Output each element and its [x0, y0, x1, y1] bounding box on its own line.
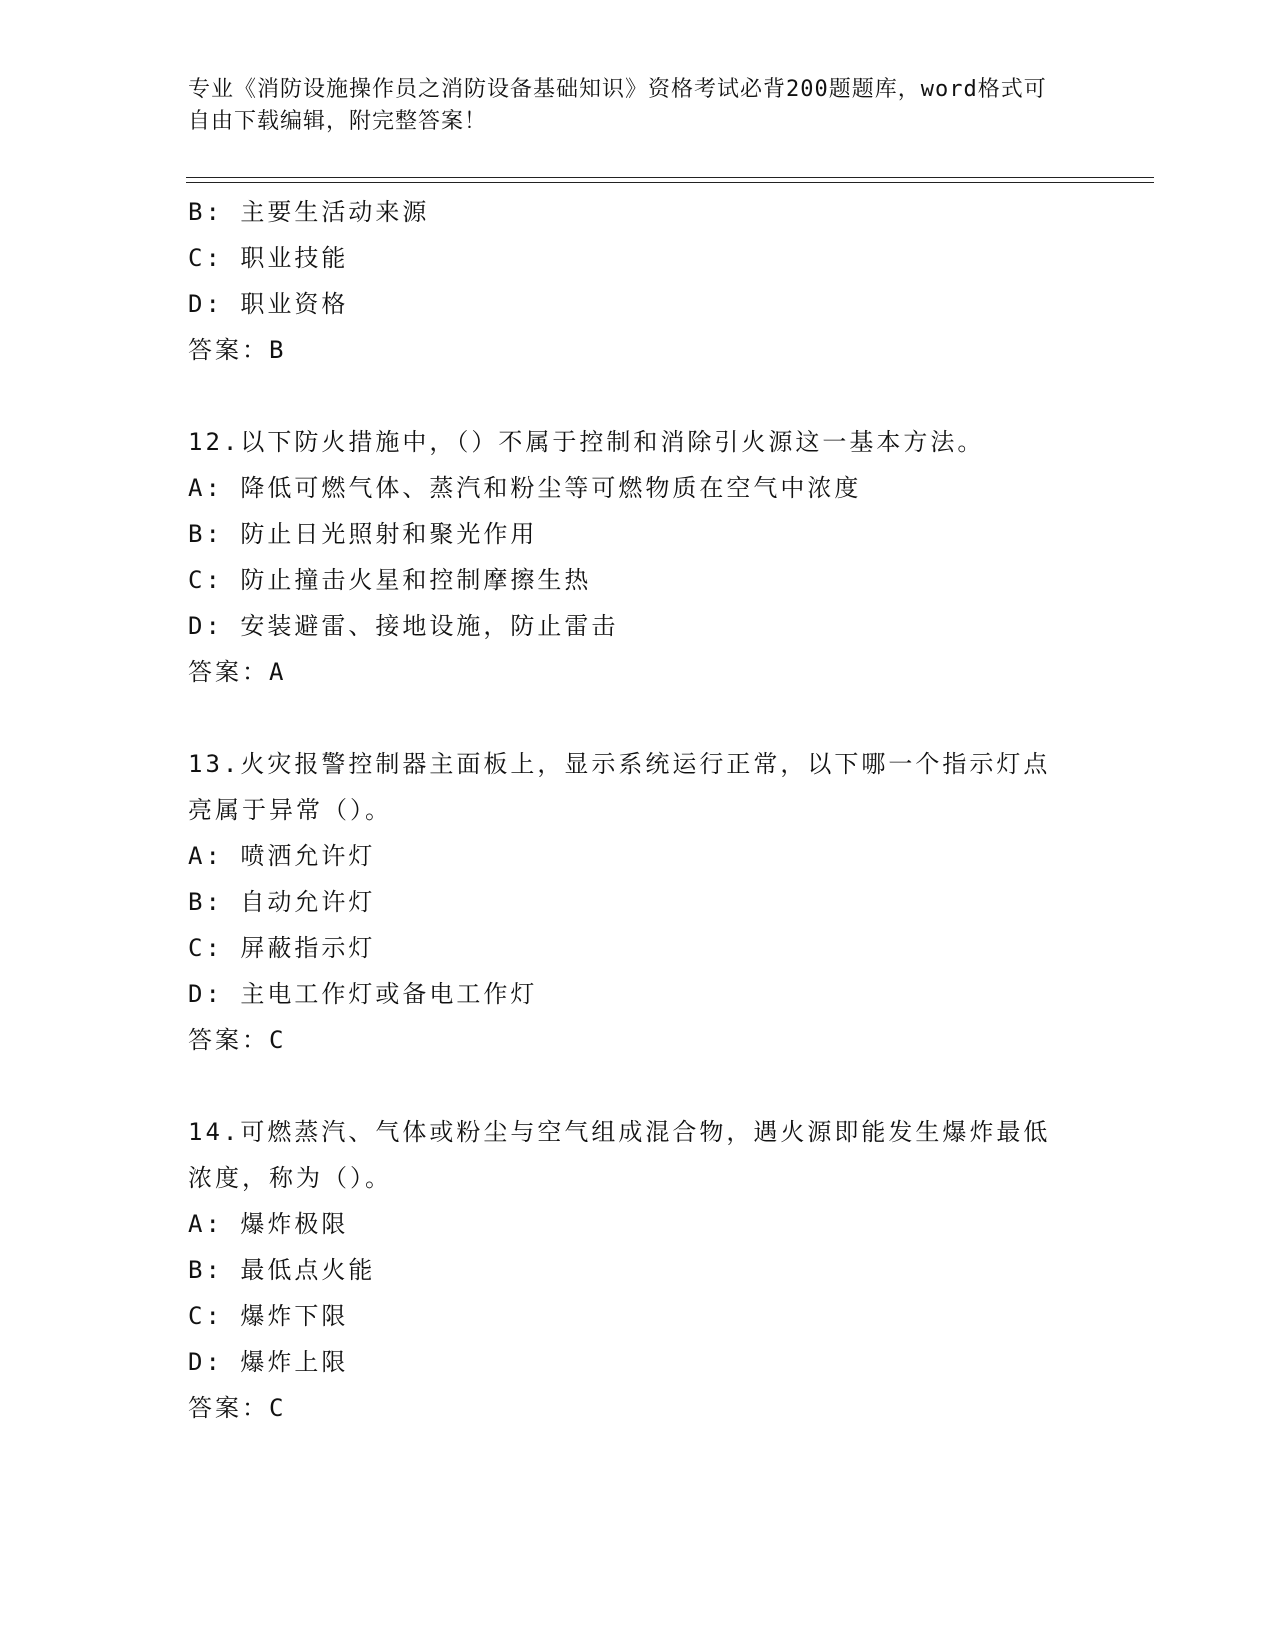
option-b: B: 防止日光照射和聚光作用	[188, 520, 538, 548]
answer-line: 答案：C	[188, 1026, 287, 1054]
question-stem: 13.火灾报警控制器主面板上，显示系统运行正常，以下哪一个指示灯点亮属于异常（）。	[188, 750, 1051, 824]
spacer	[188, 1063, 1088, 1109]
option-d: D: 职业资格	[188, 290, 349, 318]
spacer	[188, 695, 1088, 741]
question-block-12	[188, 419, 1088, 695]
answer-line: 答案：C	[188, 1394, 287, 1422]
option-d: D: 爆炸上限	[188, 1348, 349, 1376]
question-block-11-partial	[188, 189, 1088, 373]
option-b: B: 自动允许灯	[188, 888, 376, 916]
answer-line: 答案：A	[188, 658, 287, 686]
option-b: B: 最低点火能	[188, 1256, 376, 1284]
option-c: C: 屏蔽指示灯	[188, 934, 376, 962]
option-c: C: 防止撞击火星和控制摩擦生热	[188, 566, 592, 594]
option-b: B: 主要生活动来源	[188, 198, 430, 226]
question-stem: 12.以下防火措施中，（）不属于控制和消除引火源这一基本方法。	[188, 428, 985, 456]
question-stem: 14.可燃蒸汽、气体或粉尘与空气组成混合物，遇火源即能发生爆炸最低浓度，称为（）。	[188, 1118, 1051, 1192]
option-a: A: 喷洒允许灯	[188, 842, 376, 870]
option-c: C: 职业技能	[188, 244, 349, 272]
answer-line: 答案：B	[188, 336, 287, 364]
question-block-14	[188, 1109, 1088, 1431]
option-a: A: 爆炸极限	[188, 1210, 349, 1238]
question-list	[188, 189, 1088, 1431]
option-d: D: 安装避雷、接地设施，防止雷击	[188, 612, 619, 640]
header-rule-bottom	[186, 182, 1154, 183]
question-block-13	[188, 741, 1088, 1063]
spacer	[188, 373, 1088, 419]
option-c: C: 爆炸下限	[188, 1302, 349, 1330]
document-header: 专业《消防设施操作员之消防设备基础知识》资格考试必背200题题库，word格式可自由下载编辑，附完整答案！	[188, 77, 1047, 134]
option-a: A: 降低可燃气体、蒸汽和粉尘等可燃物质在空气中浓度	[188, 474, 862, 502]
header-rule-top	[186, 177, 1154, 178]
option-d: D: 主电工作灯或备电工作灯	[188, 980, 538, 1008]
